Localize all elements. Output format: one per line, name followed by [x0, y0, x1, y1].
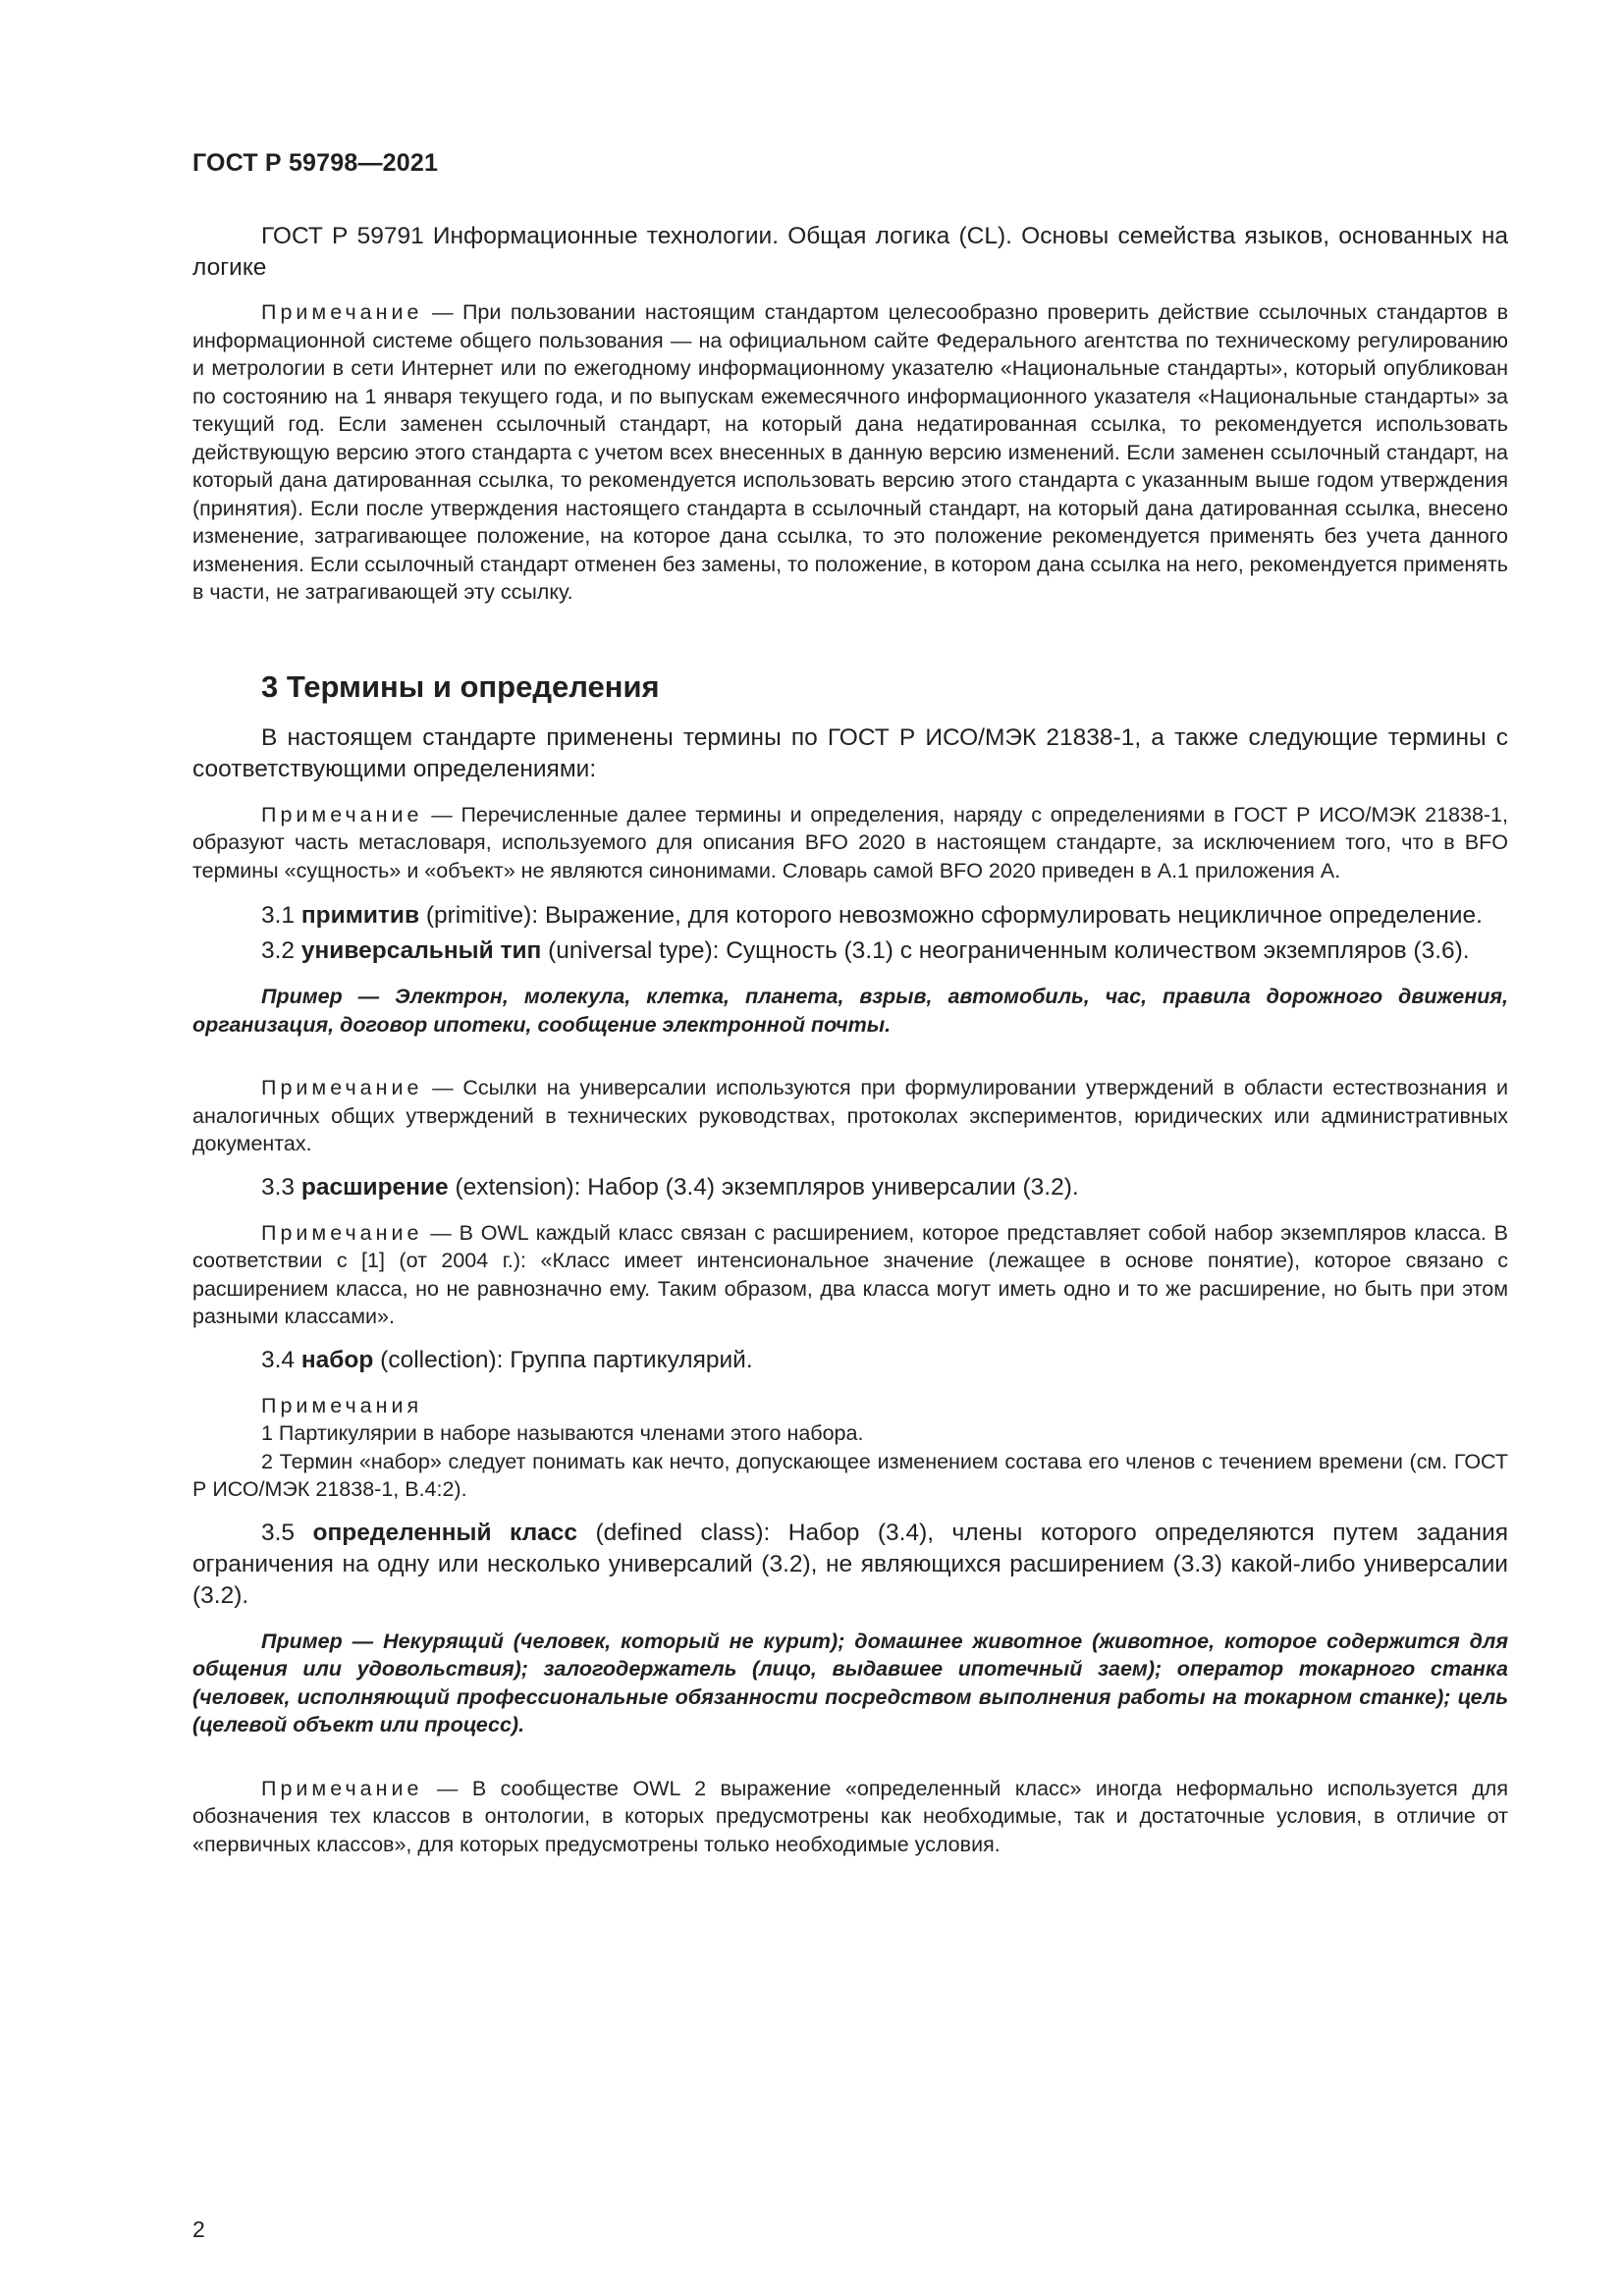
- notes-label: Примечания: [261, 1393, 423, 1417]
- note-3-4-2: 2 Термин «набор» следует понимать как нечто, допускающее изменением состава его членов с течением времени (см. ГОСТ Р ИСО/МЭК 21838-1, В.4:2).: [192, 1449, 1508, 1501]
- note-text: — Ссылки на универсалии используются при формулировании утверждений в области естествознания и аналогичных общих утверждений в технических руководствах, протоколах экспериментов, юридических или административных документах.: [192, 1076, 1508, 1155]
- note-label: Примечание: [261, 802, 423, 827]
- normative-reference-59791: ГОСТ Р 59791 Информационные технологии. Общая логика (CL). Основы семейства языков, основанных на логике: [192, 223, 1508, 281]
- section-title: 3 Термины и определения: [261, 668, 660, 704]
- note-references: [192, 298, 1508, 607]
- notes-3-4-label: [192, 1392, 1508, 1420]
- term-number: 3.2: [261, 937, 301, 964]
- note-label: Примечание: [261, 1776, 423, 1800]
- note-text: — При пользовании настоящим стандартом целесообразно проверить действие ссылочных стандартов в информационной системе общего пользования — на официальном сайте Федерального агентства по техническому регулированию и метрологии в сети Интернет или по ежегодному информационному указателю «Национальные стандарты», который опубликован по состоянию на 1 января текущего года, и по выпускам ежемесячного информационного указателя «Национальные стандарты» за текущий год. Если заменен ссылочный стандарт, на который дана недатированная ссылка, то рекомендуется использовать действующую версию этого стандарта с учетом всех внесенных в данную версию изменений. Если заменен ссылочный стандарт, на который дана датированная ссылка, то рекомендуется использовать версию этого стандарта с указанным выше годом утверждения (принятия). Если после утверждения настоящего стандарта в ссылочный стандарт, на который дана датированная ссылка, внесено изменение, затрагивающее положение, на которое дана ссылка, то это положение рекомендуется применять без учета данного изменения. Если ссылочный стандарт отменен без замены, то положение, в котором дана ссылка на него, рекомендуется применять в части, не затрагивающей эту ссылку.: [192, 300, 1508, 604]
- term-number: 3.1: [261, 902, 301, 929]
- term-name: набор: [300, 1346, 374, 1373]
- note-text: — В OWL каждый класс связан с расширением, которое представляет собой набор экземпляров класса. В соответствии с [1] (от 2004 г.): «Класс имеет интенсиональное значение (лежащее в основе понятие), которое связано с расширением класса, но не равнозначно ему. Таким образом, два класса могут иметь одно и то же расширение, но быть при этом разными классами».: [192, 1220, 1508, 1328]
- term-definition: (primitive): Выражение, для которого невозможно сформулировать нецикличное определение.: [419, 902, 1483, 929]
- note-label: Примечание: [261, 1220, 423, 1245]
- term-3-4: [192, 1345, 1508, 1376]
- example-3-2: Пример — Электрон, молекула, клетка, планета, взрыв, автомобиль, час, правила дорожного движения, организация, договор ипотеки, сообщение электронной почты.: [192, 985, 1508, 1037]
- note-text: — Перечисленные далее термины и определения, наряду с определениями в ГОСТ Р ИСО/МЭК 21838-1, образуют часть метасловаря, используемого для описания BFO 2020 в настоящем стандарте, за исключением того, что в BFO термины «сущность» и «объект» не являются синонимами. Словарь самой BFO 2020 приведен в А.1 приложения А.: [192, 802, 1508, 882]
- term-3-3: [192, 1172, 1508, 1203]
- term-name: универсальный тип: [300, 937, 542, 964]
- term-3-5: [192, 1518, 1508, 1612]
- term-definition: (extension): Набор (3.4) экземпляров универсалии (3.2).: [448, 1173, 1079, 1201]
- section-intro: В настоящем стандарте применены термины по ГОСТ Р ИСО/МЭК 21838-1, а также следующие термины с соответствующими определениями:: [192, 723, 1508, 782]
- section-note: [192, 801, 1508, 885]
- term-definition: (defined class): Набор (3.4), члены которого определяются путем задания ограничения на одну или несколько универсалий (3.2), не являющихся расширением (3.3) какой-либо универсалии (3.2).: [192, 1519, 1508, 1609]
- note-3-5: [192, 1775, 1508, 1859]
- term-name: определенный класс: [312, 1519, 578, 1546]
- term-definition: (universal type): Сущность (3.1) с неограниченным количеством экземпляров (3.6).: [541, 937, 1470, 964]
- note-3-3: [192, 1219, 1508, 1331]
- example-3-5: Пример — Некурящий (человек, который не курит); домашнее животное (животное, которое содержится для общения или удовольствия); залогодержатель (лицо, выдавшее ипотечный заем); оператор токарного станка (человек, исполняющий профессиональные обязанности посредством выполнения работы на токарном станке); цель (целевой объект или процесс).: [192, 1629, 1508, 1736]
- term-name: расширение: [300, 1173, 449, 1201]
- page-content: [192, 221, 1508, 1858]
- term-definition: (collection): Группа партикулярий.: [373, 1346, 753, 1373]
- term-number: 3.3: [261, 1173, 301, 1201]
- note-label: Примечание: [261, 1076, 423, 1099]
- term-name: примитив: [300, 902, 420, 929]
- term-3-1: [192, 900, 1508, 932]
- note-3-4-1: 1 Партикулярии в наборе называются членами этого набора.: [261, 1421, 864, 1445]
- standard-header: ГОСТ Р 59798—2021: [192, 149, 439, 177]
- note-text: — В сообществе OWL 2 выражение «определенный класс» иногда неформально используется для обозначения тех классов в онтологии, в которых предусмотрены как необходимые, так и достаточные условия, в отличие от «первичных классов», для которых предусмотрены только необходимые условия.: [192, 1776, 1508, 1856]
- term-number: 3.4: [261, 1346, 301, 1373]
- note-label: Примечание: [261, 300, 423, 324]
- note-3-2: [192, 1074, 1508, 1158]
- term-number: 3.5: [261, 1519, 313, 1546]
- term-3-2: [192, 935, 1508, 967]
- page-number: 2: [192, 2216, 205, 2242]
